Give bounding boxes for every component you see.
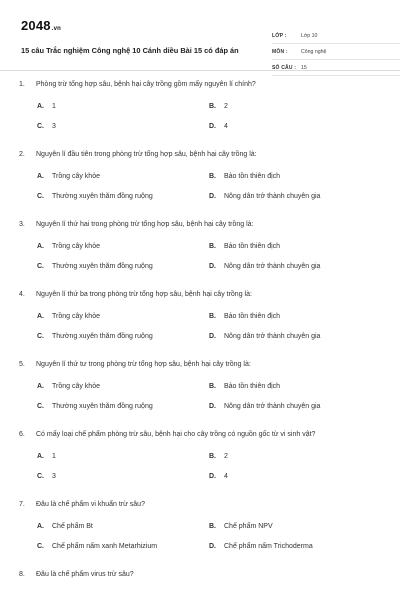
answer-option[interactable] <box>209 242 381 252</box>
option-letter: D. <box>209 263 216 270</box>
option-letter: D. <box>209 543 216 550</box>
option-letter: C. <box>37 123 44 130</box>
option-text: Thường xuyên thăm đồng ruộng <box>52 193 153 200</box>
question-text: Nguyên lí đầu tiên trong phòng trừ tổng hợp sâu, bệnh hại cây trồng là: <box>36 151 257 158</box>
answer-option[interactable] <box>209 172 381 182</box>
question-item <box>19 500 389 552</box>
option-text: Thường xuyên thăm đồng ruộng <box>52 263 153 270</box>
question-header <box>19 80 389 90</box>
option-letter: D. <box>209 333 216 340</box>
option-text: Bảo tồn thiên địch <box>224 383 281 390</box>
option-text: Trồng cây khỏe <box>52 383 100 390</box>
question-number: 2. <box>19 151 25 158</box>
answer-options <box>19 522 389 552</box>
option-letter: B. <box>209 523 216 530</box>
option-letter: B. <box>209 243 216 250</box>
option-text: Thường xuyên thăm đồng ruộng <box>52 403 153 410</box>
answer-option[interactable] <box>37 472 209 482</box>
document-header <box>18 14 382 76</box>
answer-option[interactable] <box>209 402 381 412</box>
answer-option[interactable] <box>37 122 209 132</box>
question-header <box>19 570 389 580</box>
option-text: Chế phẩm NPV <box>224 523 273 530</box>
answer-option[interactable] <box>37 452 209 462</box>
option-letter: D. <box>209 403 216 410</box>
meta-key-count: SỐ CÂU : <box>272 64 297 71</box>
option-letter: A. <box>37 523 44 530</box>
question-header <box>19 290 389 300</box>
option-text: Bảo tồn thiên địch <box>224 173 281 180</box>
option-letter: C. <box>37 403 44 410</box>
option-text: 4 <box>224 123 228 130</box>
question-header <box>19 500 389 510</box>
answer-option[interactable] <box>37 172 209 182</box>
question-item <box>19 150 389 202</box>
option-letter: A. <box>37 383 44 390</box>
answer-option[interactable] <box>37 102 209 112</box>
option-letter: C. <box>37 473 44 480</box>
option-text: Nông dân trở thành chuyên gia <box>224 403 321 410</box>
question-text: Phòng trừ tổng hợp sâu, bệnh hại cây trồng gồm mấy nguyên lí chính? <box>36 81 256 88</box>
option-letter: A. <box>37 313 44 320</box>
answer-option[interactable] <box>37 542 209 552</box>
answer-option[interactable] <box>37 242 209 252</box>
meta-key-subject: MÔN : <box>272 48 288 55</box>
option-text: Bảo tồn thiên địch <box>224 243 281 250</box>
option-text: Thường xuyên thăm đồng ruộng <box>52 333 153 340</box>
meta-value-class: Lớp 10 <box>301 32 318 39</box>
question-list <box>19 80 389 598</box>
option-text: 1 <box>52 103 56 110</box>
question-text: Có mấy loại chế phẩm phòng trừ sâu, bệnh hại cho cây trồng có nguồn gốc từ vi sinh vật? <box>36 431 316 438</box>
question-item <box>19 220 389 272</box>
answer-option[interactable] <box>37 402 209 412</box>
answer-options <box>19 242 389 272</box>
option-text: 3 <box>52 473 56 480</box>
question-text: Nguyên lí thứ tư trong phòng trừ tổng hợp sâu, bệnh hại cây trồng là: <box>36 361 251 368</box>
question-item <box>19 360 389 412</box>
option-letter: D. <box>209 123 216 130</box>
question-number: 8. <box>19 571 25 578</box>
option-letter: A. <box>37 173 44 180</box>
option-text: Nông dân trở thành chuyên gia <box>224 333 321 340</box>
question-item <box>19 290 389 342</box>
option-letter: C. <box>37 193 44 200</box>
question-text: Đâu là chế phẩm vi khuẩn trừ sâu? <box>36 501 145 508</box>
header-divider <box>0 70 400 71</box>
question-number: 1. <box>19 81 25 88</box>
option-letter: D. <box>209 193 216 200</box>
answer-option[interactable] <box>209 262 381 272</box>
option-text: 2 <box>224 103 228 110</box>
meta-value-count: 15 <box>301 64 307 71</box>
option-letter: D. <box>209 473 216 480</box>
answer-option[interactable] <box>37 312 209 322</box>
answer-options <box>19 102 389 132</box>
meta-row-class <box>272 28 400 44</box>
logo-suffix: .vn <box>51 26 62 32</box>
option-letter: B. <box>209 453 216 460</box>
option-text: Nông dân trở thành chuyên gia <box>224 263 321 270</box>
question-text: Đâu là chế phẩm virus trừ sâu? <box>36 571 134 578</box>
meta-info <box>272 28 400 76</box>
option-text: 1 <box>52 453 56 460</box>
answer-option[interactable] <box>209 192 381 202</box>
option-letter: B. <box>209 173 216 180</box>
answer-option[interactable] <box>209 312 381 322</box>
question-number: 4. <box>19 291 25 298</box>
option-text: 3 <box>52 123 56 130</box>
answer-option[interactable] <box>37 522 209 532</box>
answer-option[interactable] <box>37 332 209 342</box>
question-number: 6. <box>19 431 25 438</box>
option-letter: A. <box>37 453 44 460</box>
option-letter: C. <box>37 543 44 550</box>
question-text: Nguyên lí thứ hai trong phòng trừ tổng hợp sâu, bệnh hại cây trồng là: <box>36 221 254 228</box>
option-text: 2 <box>224 453 228 460</box>
option-text: Trồng cây khỏe <box>52 173 100 180</box>
option-letter: B. <box>209 383 216 390</box>
option-text: Chế phẩm Bt <box>52 523 93 530</box>
answer-option[interactable] <box>209 102 381 112</box>
answer-option[interactable] <box>209 452 381 462</box>
logo-main: 2048 <box>21 18 51 33</box>
answer-options <box>19 172 389 202</box>
meta-row-count <box>272 60 400 76</box>
option-text: Chế phẩm nấm Trichoderma <box>224 543 313 550</box>
answer-option[interactable] <box>209 332 381 342</box>
option-letter: B. <box>209 313 216 320</box>
meta-value-subject: Công nghệ <box>301 48 327 55</box>
question-header <box>19 360 389 370</box>
option-text: Nông dân trở thành chuyên gia <box>224 193 321 200</box>
site-logo[interactable] <box>21 18 61 33</box>
question-number: 3. <box>19 221 25 228</box>
meta-key-class: LỚP : <box>272 32 287 39</box>
question-header <box>19 430 389 440</box>
answer-option[interactable] <box>37 192 209 202</box>
option-text: Bảo tồn thiên địch <box>224 313 281 320</box>
option-text: Trồng cây khỏe <box>52 313 100 320</box>
option-letter: C. <box>37 333 44 340</box>
question-header <box>19 220 389 230</box>
option-letter: C. <box>37 263 44 270</box>
option-text: 4 <box>224 473 228 480</box>
option-letter: B. <box>209 103 216 110</box>
answer-option[interactable] <box>209 382 381 392</box>
option-text: Trồng cây khỏe <box>52 243 100 250</box>
meta-row-subject <box>272 44 400 60</box>
answer-option[interactable] <box>209 542 381 552</box>
answer-option[interactable] <box>209 472 381 482</box>
question-header <box>19 150 389 160</box>
question-number: 7. <box>19 501 25 508</box>
answer-option[interactable] <box>37 382 209 392</box>
question-text: Nguyên lí thứ ba trong phòng trừ tổng hợp sâu, bệnh hại cây trồng là: <box>36 291 252 298</box>
answer-option[interactable] <box>37 262 209 272</box>
option-letter: A. <box>37 103 44 110</box>
answer-options <box>19 382 389 412</box>
option-text: Chế phẩm nấm xanh Metarhizium <box>52 543 158 550</box>
question-item <box>19 570 389 580</box>
document-title: 15 câu Trắc nghiệm Công nghệ 10 Cánh diều Bài 15 có đáp án <box>21 46 239 55</box>
question-number: 5. <box>19 361 25 368</box>
answer-options <box>19 312 389 342</box>
answer-option[interactable] <box>209 522 381 532</box>
answer-options <box>19 452 389 482</box>
question-item <box>19 430 389 482</box>
question-item <box>19 80 389 132</box>
answer-option[interactable] <box>209 122 381 132</box>
option-letter: A. <box>37 243 44 250</box>
